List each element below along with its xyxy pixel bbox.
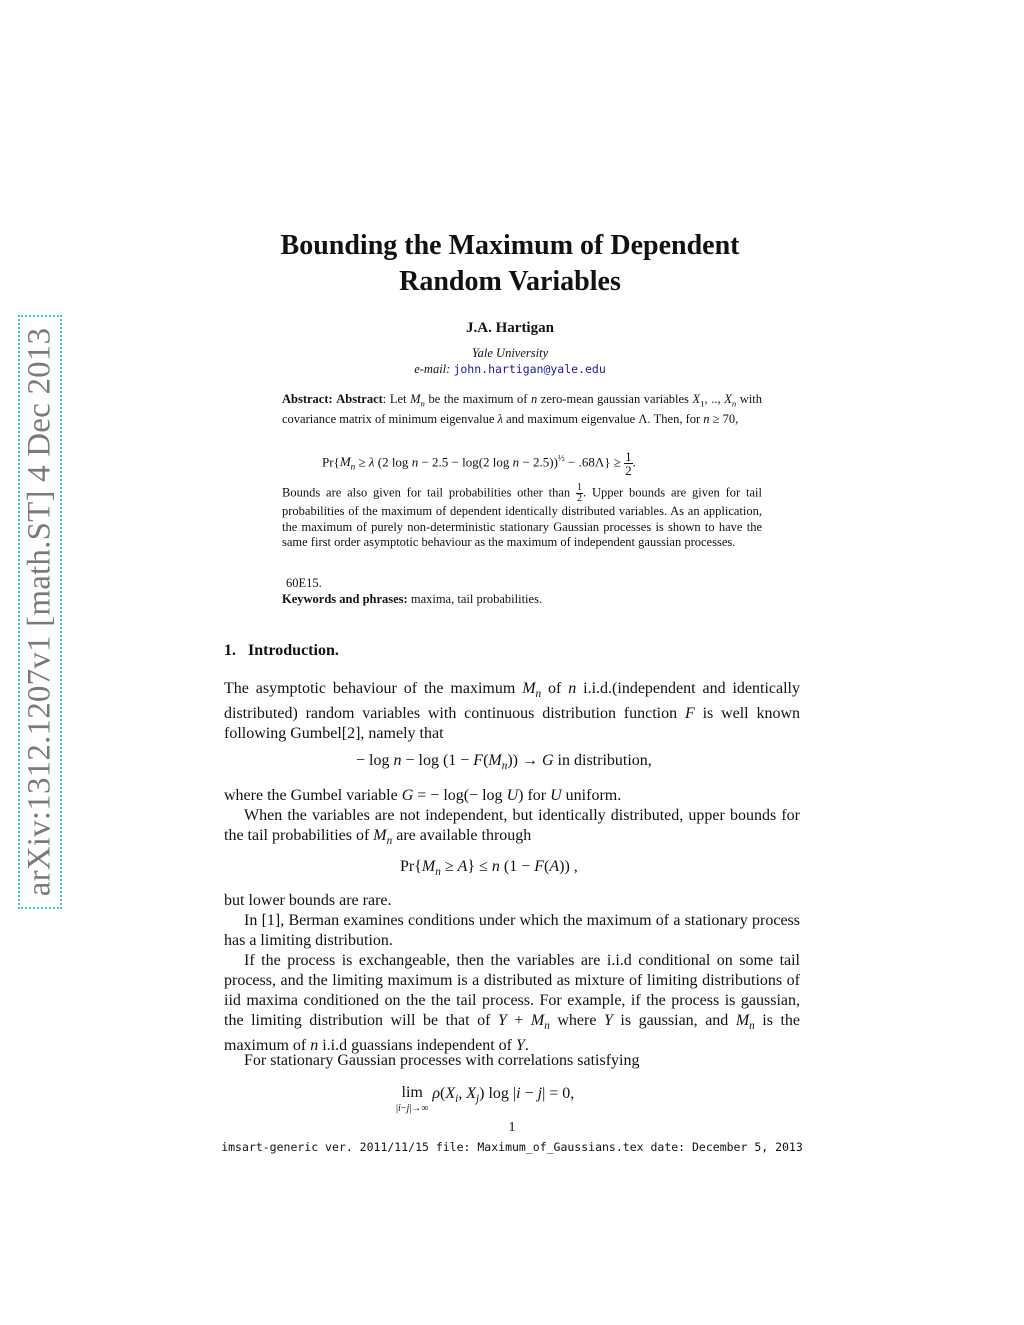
gumbel-variable-text: where the Gumbel variable — [224, 787, 398, 804]
gumbel-equation: − $\log n - \log (1 - F(M_n)) \to G$ in distribution, — [356, 752, 652, 773]
email-label: e-mail: — [414, 362, 451, 376]
exchangeable-paragraph: If the process is exchangeable, then the variables are i.i.d conditional on some tail process, and the limiting maximum is a distributed as mixture of limiting distributions of iid maxima conditioned on the the tail process. For example, if the process is gaussian, the limiting distribution will be that of $Y + M_n$ where Y is gaussian, and $M_n$ is the maximum of n i.i.d guassians independent of Y. — [224, 952, 801, 1055]
lower-bounds-text: but lower bounds are rare. — [224, 892, 392, 909]
page-footer: imsart-generic ver. 2011/11/15 file: Maximum_of_Gaussians.tex date: December 5, 2013 — [221, 1140, 803, 1154]
arxiv-stamp — [18, 315, 62, 909]
abstract-paragraph-1: Abstract: Abstract: Let $M_n$ be the maximum of n zero-mean gaussian variables $X_1$, .., $X_n$ with covariance matrix of minimum eigenvalue λ and maximum eigenvalue Λ. Then, for n ≥ 70, — [282, 392, 763, 427]
upper-bound-equation: $Pr\{M_n \ge A\} \le n$ (1 − F(A)) , — [400, 858, 578, 879]
section-number: 1. — [224, 642, 236, 659]
email-link[interactable]: john.hartigan@yale.edu — [453, 362, 606, 376]
title-line-2: Random Variables — [399, 266, 621, 297]
berman-paragraph: In [1], Berman examines conditions under which the maximum of a stationary process has a limiting distribution. — [224, 912, 800, 949]
author-name: J.A. Hartigan — [466, 320, 554, 336]
intro-paragraph-3: When the variables are not independent, but identically distributed, upper bounds for the tail probabilities of $M_n$ are available through — [224, 807, 800, 848]
msc-class: 60E15. — [286, 576, 322, 590]
abstract-equation: $Pr\{M_n \ge \lambda$ (2 log n − 2.5 − log(2 log n − 2.5))$^{\frac{1}{2}}$ − .68Λ} ≥ $\frac{1}{2}$ . — [322, 449, 636, 478]
abstract-body-rest: . Upper bounds are given for tail probabilities of the maximum of dependent identically distributed variables. As an application, the maximum of purely non-deterministic stationary Gaussian processes is shown to have the same first order asymptotic behaviour as the maximum of independent gaussian processes. — [282, 485, 762, 550]
abstract-paragraph-2: Bounds are also given for tail probabilities other than $\frac{1}{2}$ . Upper bounds are given for tail probabilities of the maximum of dependent identically distributed variables. As an application, the maximum of purely non-deterministic stationary Gaussian processes is shown to have the same first order asymptotic behaviour as the maximum of independent gaussian processes. — [282, 482, 762, 550]
abstract-word: Abstract — [336, 392, 383, 406]
stationary-paragraph: For stationary Gaussian processes with correlations satisfying — [244, 1052, 640, 1069]
abstract-body: Bounds are also given for tail probabilities other than — [282, 485, 571, 500]
keywords: maxima, tail probabilities. — [410, 592, 543, 606]
abstract-heading: Abstract: — [282, 392, 333, 406]
keywords-line — [282, 592, 762, 608]
keywords-label: Keywords and phrases: — [282, 592, 408, 606]
paper-title — [200, 228, 820, 300]
title-line-1: Bounding the Maximum of Dependent — [280, 230, 740, 261]
email-line — [300, 362, 720, 377]
intro-paragraph-1: The asymptotic behaviour of the maximum $M_n$ of n i.i.d.(independent and identically distributed) random variables with continuous distribution function F is well known following Gumbel[2], namely that — [224, 680, 801, 743]
intro-paragraph-2: where the Gumbel variable G = − log(− log U) for U uniform. — [224, 787, 622, 804]
arxiv-stamp-text: arXiv:1312.1207v1 [math.ST] 4 Dec 2013 — [21, 327, 58, 897]
affiliation: Yale University — [471, 346, 549, 360]
correlation-limit-equation: lim |i−j|→∞ $\rho(X_i$, $X_j$) log |i − j| = 0, — [396, 1084, 575, 1114]
section-title: Introduction. — [248, 642, 339, 659]
page-number: 1 — [508, 1120, 516, 1135]
section-heading — [224, 642, 339, 660]
